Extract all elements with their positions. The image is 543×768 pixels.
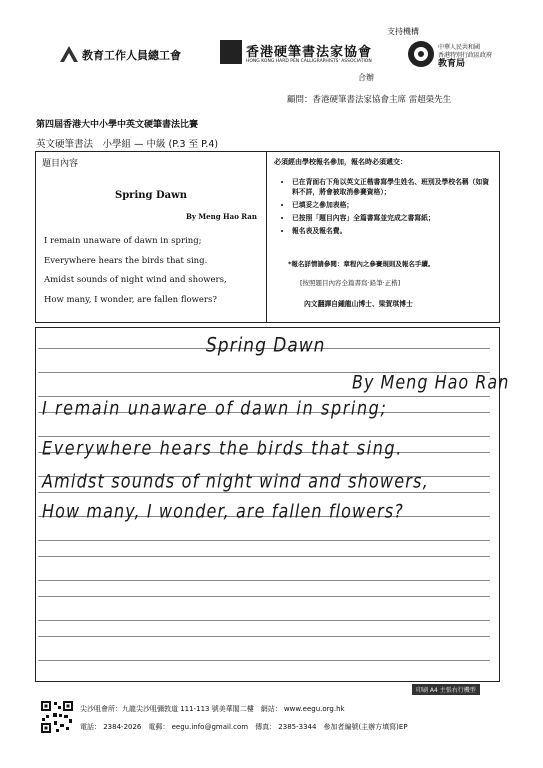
rules-item: • 已按照「題目內容」全篇書寫並完成之書寫紙；: [292, 213, 492, 223]
handwritten-line: How many, I wonder, are fallen flowers?: [42, 500, 404, 522]
poem-author: By Meng Hao Ran: [186, 212, 257, 221]
panel-divider: [266, 152, 267, 322]
handwritten-title: Spring Dawn: [206, 334, 326, 357]
print-stamp: 印刷 A4 主張右行機型: [412, 684, 480, 695]
footer-contact: 電話： 2384-2026 電郵： eegu.info@gmail.com 傳真： 2385-3344 參加者編號(主辦方填寫)EP: [80, 723, 408, 731]
org1-logo: [58, 42, 80, 64]
qr-code: [40, 700, 74, 734]
org3-line2: 香港特別行政區政府: [438, 52, 493, 59]
guide-line: [38, 636, 490, 637]
competition-title: 第四屆香港大中小學中英文硬筆書法比賽: [36, 120, 199, 130]
guide-line: [38, 620, 490, 621]
org3-logo: [408, 41, 434, 67]
handwritten-author: By Meng Hao Ran: [352, 371, 510, 393]
support-label: 支持機構: [387, 27, 419, 36]
guide-line: [38, 660, 490, 661]
org2-name: 香港硬筆書法家協會: [246, 45, 373, 60]
rules-instruction: [按照題目內容全篇書寫‧鉛筆‧正楷]: [300, 279, 401, 287]
guide-line: [38, 556, 490, 557]
info-panel: [35, 151, 500, 323]
handwritten-line: I remain unaware of dawn in spring;: [42, 397, 388, 419]
guide-line: [38, 580, 490, 581]
rules-list: [280, 177, 492, 239]
guide-line: [38, 540, 490, 541]
poem-title: Spring Dawn: [114, 190, 188, 201]
poem-line: Amidst sounds of night wind and showers,: [44, 275, 227, 285]
org2-logo: [220, 40, 242, 64]
rules-item: • 已填妥之參加表格；: [292, 200, 492, 210]
poem-line: How many, I wonder, are fallen flowers?: [44, 294, 217, 305]
footer-address: 尖沙咀會所：九龍尖沙咀彌敦道 111-113 號美華閣二樓 網站： www.eegu.org.hk: [80, 705, 345, 713]
poem-lines: [44, 232, 227, 310]
guide-line: [38, 492, 490, 493]
rules-note: *報名詳情請參閱：章程內之參賽規則及報名手續。: [288, 260, 435, 268]
rules-item: • 已在背面右下角以英文正楷書寫學生姓名、班別及學校名稱（如資料不詳，將會被取消參賽資格）；: [292, 177, 492, 197]
org3-line3: 教育局: [438, 59, 466, 69]
competition-category: 英文硬筆書法 小學組 — 中級 (P.3 至 P.4): [36, 139, 219, 150]
rules-item: • 報名表及報名費。: [292, 226, 492, 236]
poem-line: Everywhere hears the birds that sing.: [44, 255, 208, 266]
guide-line: [38, 596, 490, 597]
org2-english-name: HONG KONG HARD PEN CALLIGRAPHISTS' ASSOCIATION: [246, 59, 372, 64]
rules-heading: 必須經由學校報名參加，報名時必須遞交：: [274, 158, 407, 166]
org3-name: [438, 44, 492, 68]
topic-label: 題目內容: [42, 159, 79, 169]
handwritten-line: Amidst sounds of night wind and showers,: [42, 470, 429, 492]
advisor-line: 顧問：香港硬筆書法家協會主席 雷超榮先生: [287, 95, 452, 105]
co-host-label: 合辦: [358, 73, 374, 82]
handwritten-line: Everywhere hears the birds that sing.: [42, 437, 403, 459]
poem-line: I remain unaware of dawn in spring;: [44, 236, 202, 246]
org1-name: 教育工作人員總工會: [82, 49, 181, 62]
org3-line1: 中華人民共和國: [438, 44, 481, 51]
translator-credit: 內文翻譯自鍾龍山博士、梁賀琪博士: [304, 300, 413, 308]
